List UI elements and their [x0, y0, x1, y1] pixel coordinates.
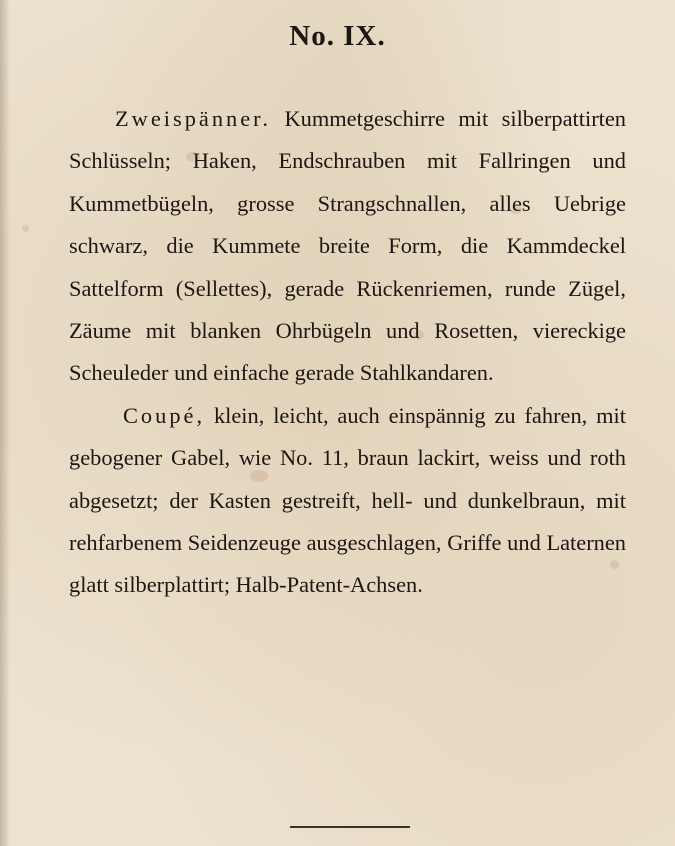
section-heading: No. IX. — [289, 20, 386, 52]
foxing-spot — [22, 225, 29, 232]
divider-rule — [290, 826, 410, 828]
page-edge-shadow — [0, 0, 10, 846]
paragraph-text: klein, leicht, auch einspännig zu fahren, mit gebogener Gabel, wie No. 11, braun lackirt, weiss und roth abgesetzt; der Kasten gestreift, hell- und dunkelbraun, mit rehfarbenem Seidenzeuge ausgeschlagen, Griffe und Laternen glatt silberplattirt; Halb-Patent-Achsen. — [69, 402, 626, 598]
paragraph-lead: Zweispänner. — [115, 106, 271, 131]
paragraph-carriage — [69, 395, 626, 607]
paragraph-lead: Coupé, — [123, 402, 206, 428]
body-text — [69, 98, 626, 607]
paragraph-text: Kummetgeschirre mit silberpattirten Schlüsseln; Haken, Endschrauben mit Fallringen und Kummetbügeln, grosse Strangschnallen, alles Uebrige schwarz, die Kummete breite Form, die Kammdeckel Sattelform (Sellettes), gerade Rückenriemen, runde Zügel, Zäume mit blanken Ohrbügeln und Rosetten, viereckige Scheuleder und einfache gerade Stahlkandaren. — [69, 106, 626, 386]
paragraph-harness — [69, 98, 626, 395]
